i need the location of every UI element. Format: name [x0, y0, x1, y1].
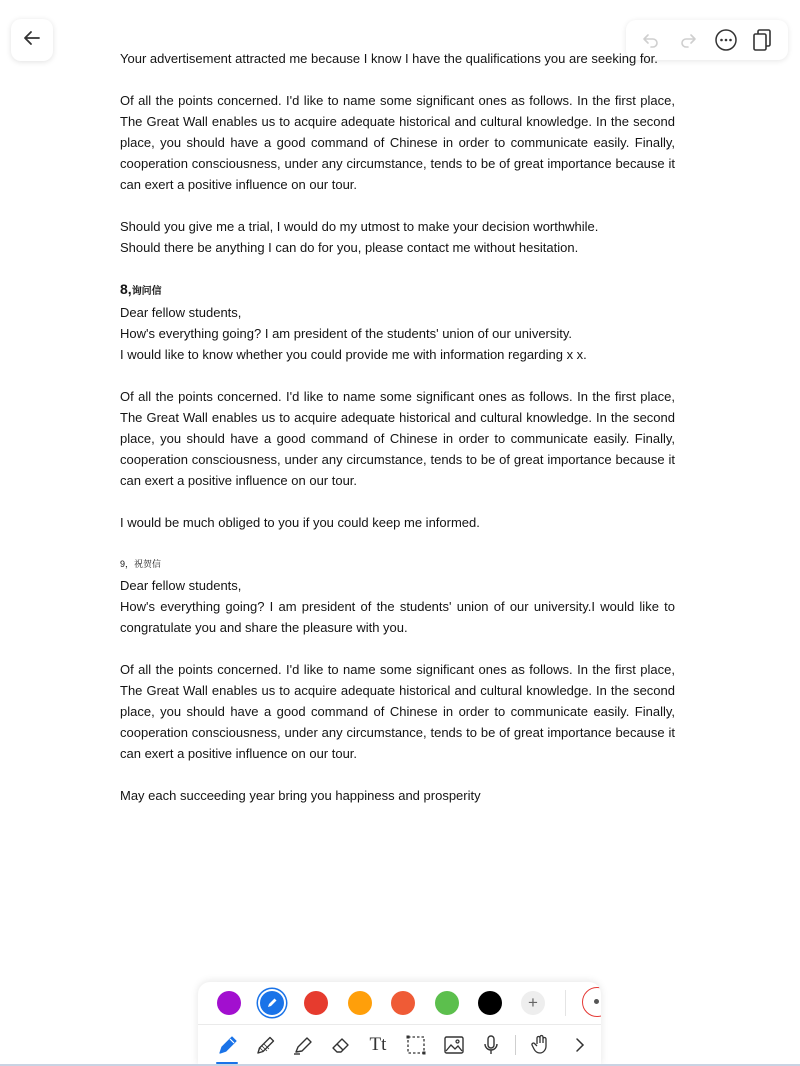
- text-icon[interactable]: Tt: [369, 1034, 387, 1055]
- touch-hand-icon[interactable]: [526, 1031, 554, 1059]
- section-heading-8: [120, 279, 675, 302]
- color-swatch-red[interactable]: [304, 991, 328, 1015]
- paragraph: I would like to know whether you could provide me with information regarding x x.: [120, 347, 587, 362]
- image-icon[interactable]: [440, 1031, 468, 1059]
- divider: [565, 990, 566, 1016]
- section-heading-9: 9，祝贺信: [120, 559, 162, 569]
- more-horizontal-icon[interactable]: [713, 27, 739, 53]
- section-number: 8,: [120, 281, 132, 297]
- paragraph: Your advertisement attracted me because I know I have the qualifications you are seeking for.: [120, 51, 658, 66]
- chevron-right-icon[interactable]: [566, 1031, 594, 1059]
- drawing-toolbar: [198, 982, 601, 1066]
- paragraph: Should there be anything I can do for you, please contact me without hesitation.: [120, 240, 579, 255]
- greeting: Dear fellow students,: [120, 578, 242, 593]
- stroke-size-button[interactable]: [582, 987, 601, 1017]
- paragraph: Should you give me a trial, I would do my utmost to make your decision worthwhile.: [120, 219, 599, 234]
- back-button[interactable]: [11, 19, 53, 61]
- color-swatch-coral[interactable]: [391, 991, 415, 1015]
- paragraph: I would be much obliged to you if you could keep me informed.: [120, 515, 480, 530]
- paragraph: May each succeeding year bring you happiness and prosperity: [120, 788, 481, 803]
- greeting: Dear fellow students,: [120, 305, 242, 320]
- color-palette: [198, 982, 601, 1025]
- arrow-left-icon: [22, 28, 42, 53]
- paragraph: How's everything going? I am president of the students' union of our university.I would like to congratulate you and share the pleasure with you.: [120, 599, 675, 635]
- color-swatch-purple[interactable]: [217, 991, 241, 1015]
- paragraph: Of all the points concerned. I'd like to name some significant ones as follows. In the first place, The Great Wall enables us to acquire adequate historical and cultural knowledge. In the second place, you should have a good command of Chinese in order to communicate easily. Finally, cooperation consciousness, under any circumstance, tends to be of great importance because it can exert a positive influence on our tour.: [120, 389, 675, 488]
- highlighter-icon[interactable]: [289, 1031, 317, 1059]
- document-page: [120, 48, 675, 806]
- copy-pages-icon[interactable]: [750, 27, 776, 53]
- paragraph: Of all the points concerned. I'd like to name some significant ones as follows. In the first place, The Great Wall enables us to acquire adequate historical and cultural knowledge. In the second place, you should have a good command of Chinese in order to communicate easily. Finally, cooperation consciousness, under any circumstance, tends to be of great importance because it can exert a positive influence on our tour.: [120, 93, 675, 192]
- pen-icon[interactable]: [214, 1031, 242, 1059]
- microphone-icon[interactable]: [477, 1031, 505, 1059]
- redo-icon[interactable]: [675, 27, 701, 53]
- divider: [515, 1035, 516, 1055]
- paragraph: How's everything going? I am president of the students' union of our university.: [120, 326, 573, 341]
- section-label: 询问信: [131, 286, 162, 297]
- add-color-button[interactable]: +: [521, 991, 545, 1015]
- pencil-icon[interactable]: [252, 1031, 280, 1059]
- lasso-select-icon[interactable]: [402, 1031, 430, 1059]
- eraser-icon[interactable]: [327, 1031, 355, 1059]
- color-swatch-green[interactable]: [435, 991, 459, 1015]
- color-swatch-orange[interactable]: [348, 991, 372, 1015]
- color-swatch-black[interactable]: [478, 991, 502, 1015]
- pencil-edit-icon: [265, 996, 279, 1010]
- paragraph: Of all the points concerned. I'd like to name some significant ones as follows. In the first place, The Great Wall enables us to acquire adequate historical and cultural knowledge. In the second place, you should have a good command of Chinese in order to communicate easily. Finally, cooperation consciousness, under any circumstance, tends to be of great importance because it can exert a positive influence on our tour.: [120, 662, 675, 761]
- tools-row: [198, 1025, 601, 1066]
- color-swatch-blue[interactable]: [260, 991, 284, 1015]
